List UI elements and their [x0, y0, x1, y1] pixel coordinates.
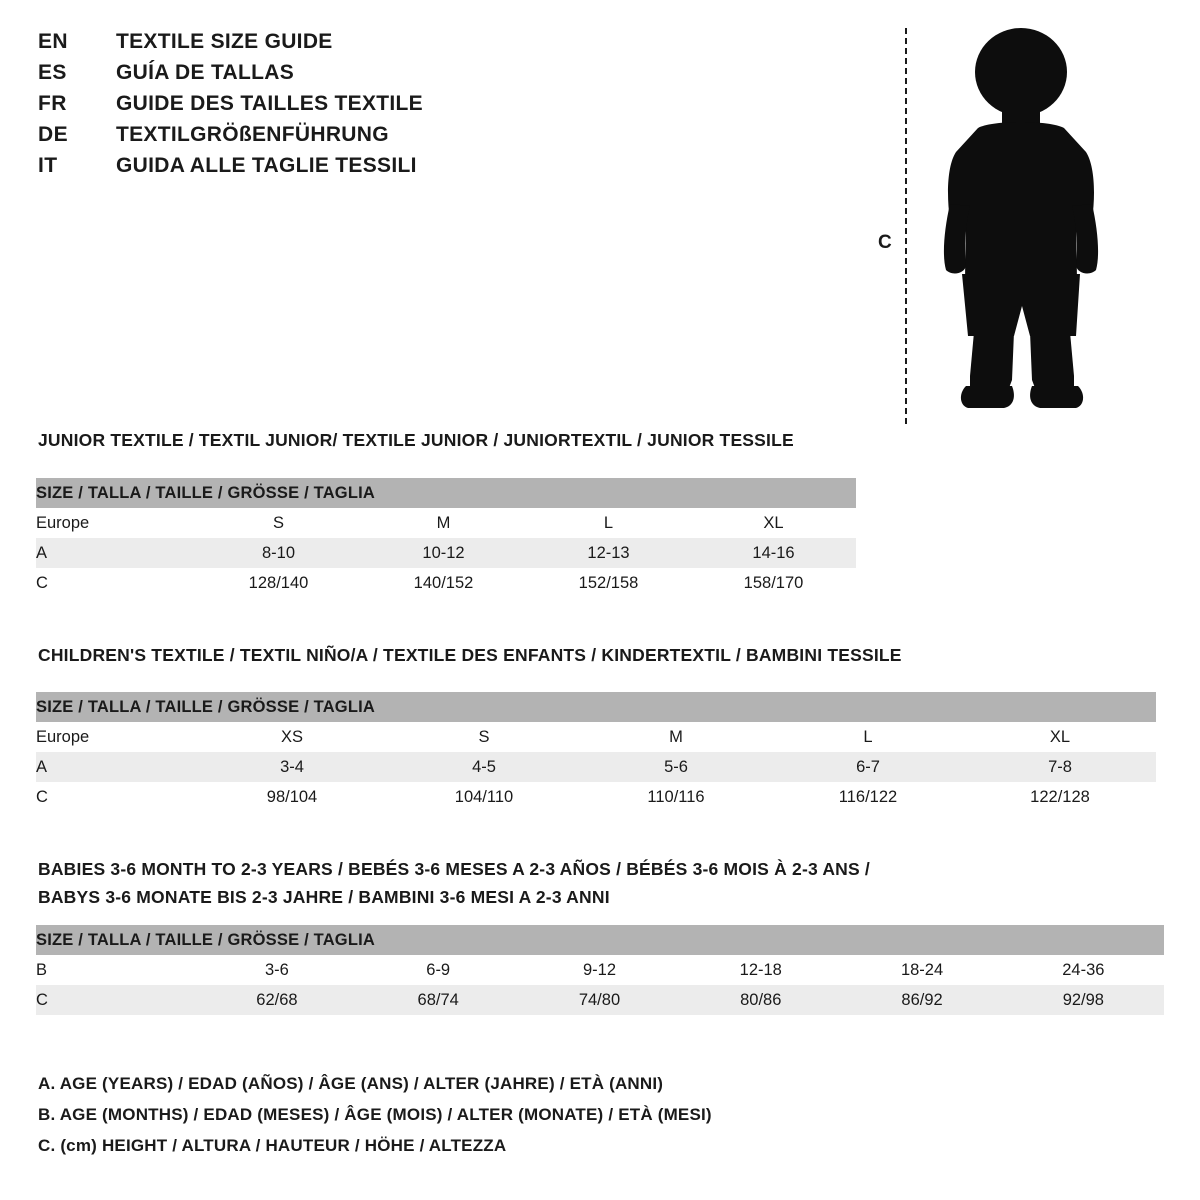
junior-row-a-v3: 14-16: [691, 538, 856, 568]
babies-row-c-v0: 62/68: [196, 985, 357, 1015]
section-title-children: CHILDREN'S TEXTILE / TEXTIL NIÑO/A / TEXTILE DES ENFANTS / KINDERTEXTIL / BAMBINI TESSILE: [38, 645, 902, 665]
children-row-a-v2: 5-6: [580, 752, 772, 782]
language-title-en: TEXTILE SIZE GUIDE: [116, 30, 333, 53]
children-band-label: SIZE / TALLA / TAILLE / GRÖSSE / TAGLIA: [36, 692, 1156, 722]
babies-row-c-label: C: [36, 985, 196, 1015]
babies-row-c-v5: 92/98: [1003, 985, 1164, 1015]
language-row: [38, 30, 598, 61]
junior-row-a-v2: 12-13: [526, 538, 691, 568]
height-measure-figure: [878, 14, 1138, 424]
table-row: [36, 508, 856, 538]
babies-row-b-v1: 6-9: [358, 955, 519, 985]
section-title-babies: [38, 855, 1038, 911]
children-row-c-label: C: [36, 782, 196, 812]
language-title-es: GUÍA DE TALLAS: [116, 61, 295, 84]
language-row: [38, 92, 598, 123]
language-row: [38, 61, 598, 92]
table-row: [36, 955, 1164, 985]
legend-note-a: A. AGE (YEARS) / EDAD (AÑOS) / ÂGE (ANS) / ALTER (JAHRE) / ETÀ (ANNI): [38, 1074, 664, 1093]
language-code-it: IT: [38, 154, 58, 177]
table-row: [36, 752, 1156, 782]
table-band-row: [36, 692, 1156, 722]
children-row-europe-v4: XL: [964, 722, 1156, 752]
babies-row-b-v3: 12-18: [680, 955, 841, 985]
language-row: [38, 154, 598, 185]
children-row-a-label: A: [36, 752, 196, 782]
table-row: [36, 538, 856, 568]
section-title-babies-line2: BABYS 3-6 MONATE BIS 2-3 JAHRE / BAMBINI 3-6 MESI A 2-3 ANNI: [38, 887, 610, 907]
junior-row-europe-v1: M: [361, 508, 526, 538]
language-code-de: DE: [38, 123, 68, 146]
children-row-a-v3: 6-7: [772, 752, 964, 782]
language-title-fr: GUIDE DES TAILLES TEXTILE: [116, 92, 423, 115]
language-title-block: [38, 30, 598, 185]
children-row-c-v1: 104/110: [388, 782, 580, 812]
language-title-de: TEXTILGRÖßENFÜHRUNG: [116, 123, 389, 146]
junior-row-a-v1: 10-12: [361, 538, 526, 568]
children-row-europe-v1: S: [388, 722, 580, 752]
junior-row-c-v0: 128/140: [196, 568, 361, 598]
measure-dashed-line: [905, 28, 907, 424]
table-row: [36, 985, 1164, 1015]
junior-row-europe-v2: L: [526, 508, 691, 538]
junior-band-label: SIZE / TALLA / TAILLE / GRÖSSE / TAGLIA: [36, 478, 856, 508]
children-row-c-v3: 116/122: [772, 782, 964, 812]
babies-row-c-v2: 74/80: [519, 985, 680, 1015]
junior-row-c-label: C: [36, 568, 196, 598]
language-code-fr: FR: [38, 92, 67, 115]
children-row-europe-v2: M: [580, 722, 772, 752]
table-row: [36, 722, 1156, 752]
junior-row-a-v0: 8-10: [196, 538, 361, 568]
children-row-c-v2: 110/116: [580, 782, 772, 812]
children-row-europe-label: Europe: [36, 722, 196, 752]
babies-band-label: SIZE / TALLA / TAILLE / GRÖSSE / TAGLIA: [36, 925, 1164, 955]
language-code-en: EN: [38, 30, 68, 53]
junior-row-a-label: A: [36, 538, 196, 568]
table-row: [36, 568, 856, 598]
children-row-c-v0: 98/104: [196, 782, 388, 812]
babies-row-c-v1: 68/74: [358, 985, 519, 1015]
junior-row-c-v3: 158/170: [691, 568, 856, 598]
junior-row-c-v1: 140/152: [361, 568, 526, 598]
child-silhouette-icon: [926, 24, 1116, 424]
children-row-europe-v0: XS: [196, 722, 388, 752]
children-row-c-v4: 122/128: [964, 782, 1156, 812]
babies-size-table: [36, 925, 1164, 1015]
babies-row-b-label: B: [36, 955, 196, 985]
legend-note-c: C. (cm) HEIGHT / ALTURA / HAUTEUR / HÖHE / ALTEZZA: [38, 1136, 507, 1155]
babies-row-c-v3: 80/86: [680, 985, 841, 1015]
children-row-a-v0: 3-4: [196, 752, 388, 782]
babies-row-b-v0: 3-6: [196, 955, 357, 985]
babies-row-b-v5: 24-36: [1003, 955, 1164, 985]
babies-row-b-v2: 9-12: [519, 955, 680, 985]
children-row-a-v4: 7-8: [964, 752, 1156, 782]
language-row: [38, 123, 598, 154]
legend-note-b: B. AGE (MONTHS) / EDAD (MESES) / ÂGE (MOIS) / ALTER (MONATE) / ETÀ (MESI): [38, 1105, 712, 1124]
children-row-europe-v3: L: [772, 722, 964, 752]
table-band-row: [36, 478, 856, 508]
children-size-table: [36, 692, 1156, 812]
children-row-a-v1: 4-5: [388, 752, 580, 782]
section-title-babies-line1: BABIES 3-6 MONTH TO 2-3 YEARS / BEBÉS 3-6 MESES A 2-3 AÑOS / BÉBÉS 3-6 MOIS À 2-3 ANS /: [38, 859, 870, 879]
table-row: [36, 782, 1156, 812]
table-band-row: [36, 925, 1164, 955]
junior-row-europe-v3: XL: [691, 508, 856, 538]
junior-row-europe-label: Europe: [36, 508, 196, 538]
babies-row-b-v4: 18-24: [841, 955, 1002, 985]
measure-label-c: C: [878, 232, 892, 253]
legend-notes: [38, 1068, 1038, 1161]
section-title-junior: JUNIOR TEXTILE / TEXTIL JUNIOR/ TEXTILE JUNIOR / JUNIORTEXTIL / JUNIOR TESSILE: [38, 430, 794, 450]
junior-row-europe-v0: S: [196, 508, 361, 538]
language-code-es: ES: [38, 61, 67, 84]
babies-row-c-v4: 86/92: [841, 985, 1002, 1015]
junior-size-table: [36, 478, 856, 598]
junior-row-c-v2: 152/158: [526, 568, 691, 598]
language-title-it: GUIDA ALLE TAGLIE TESSILI: [116, 154, 417, 177]
